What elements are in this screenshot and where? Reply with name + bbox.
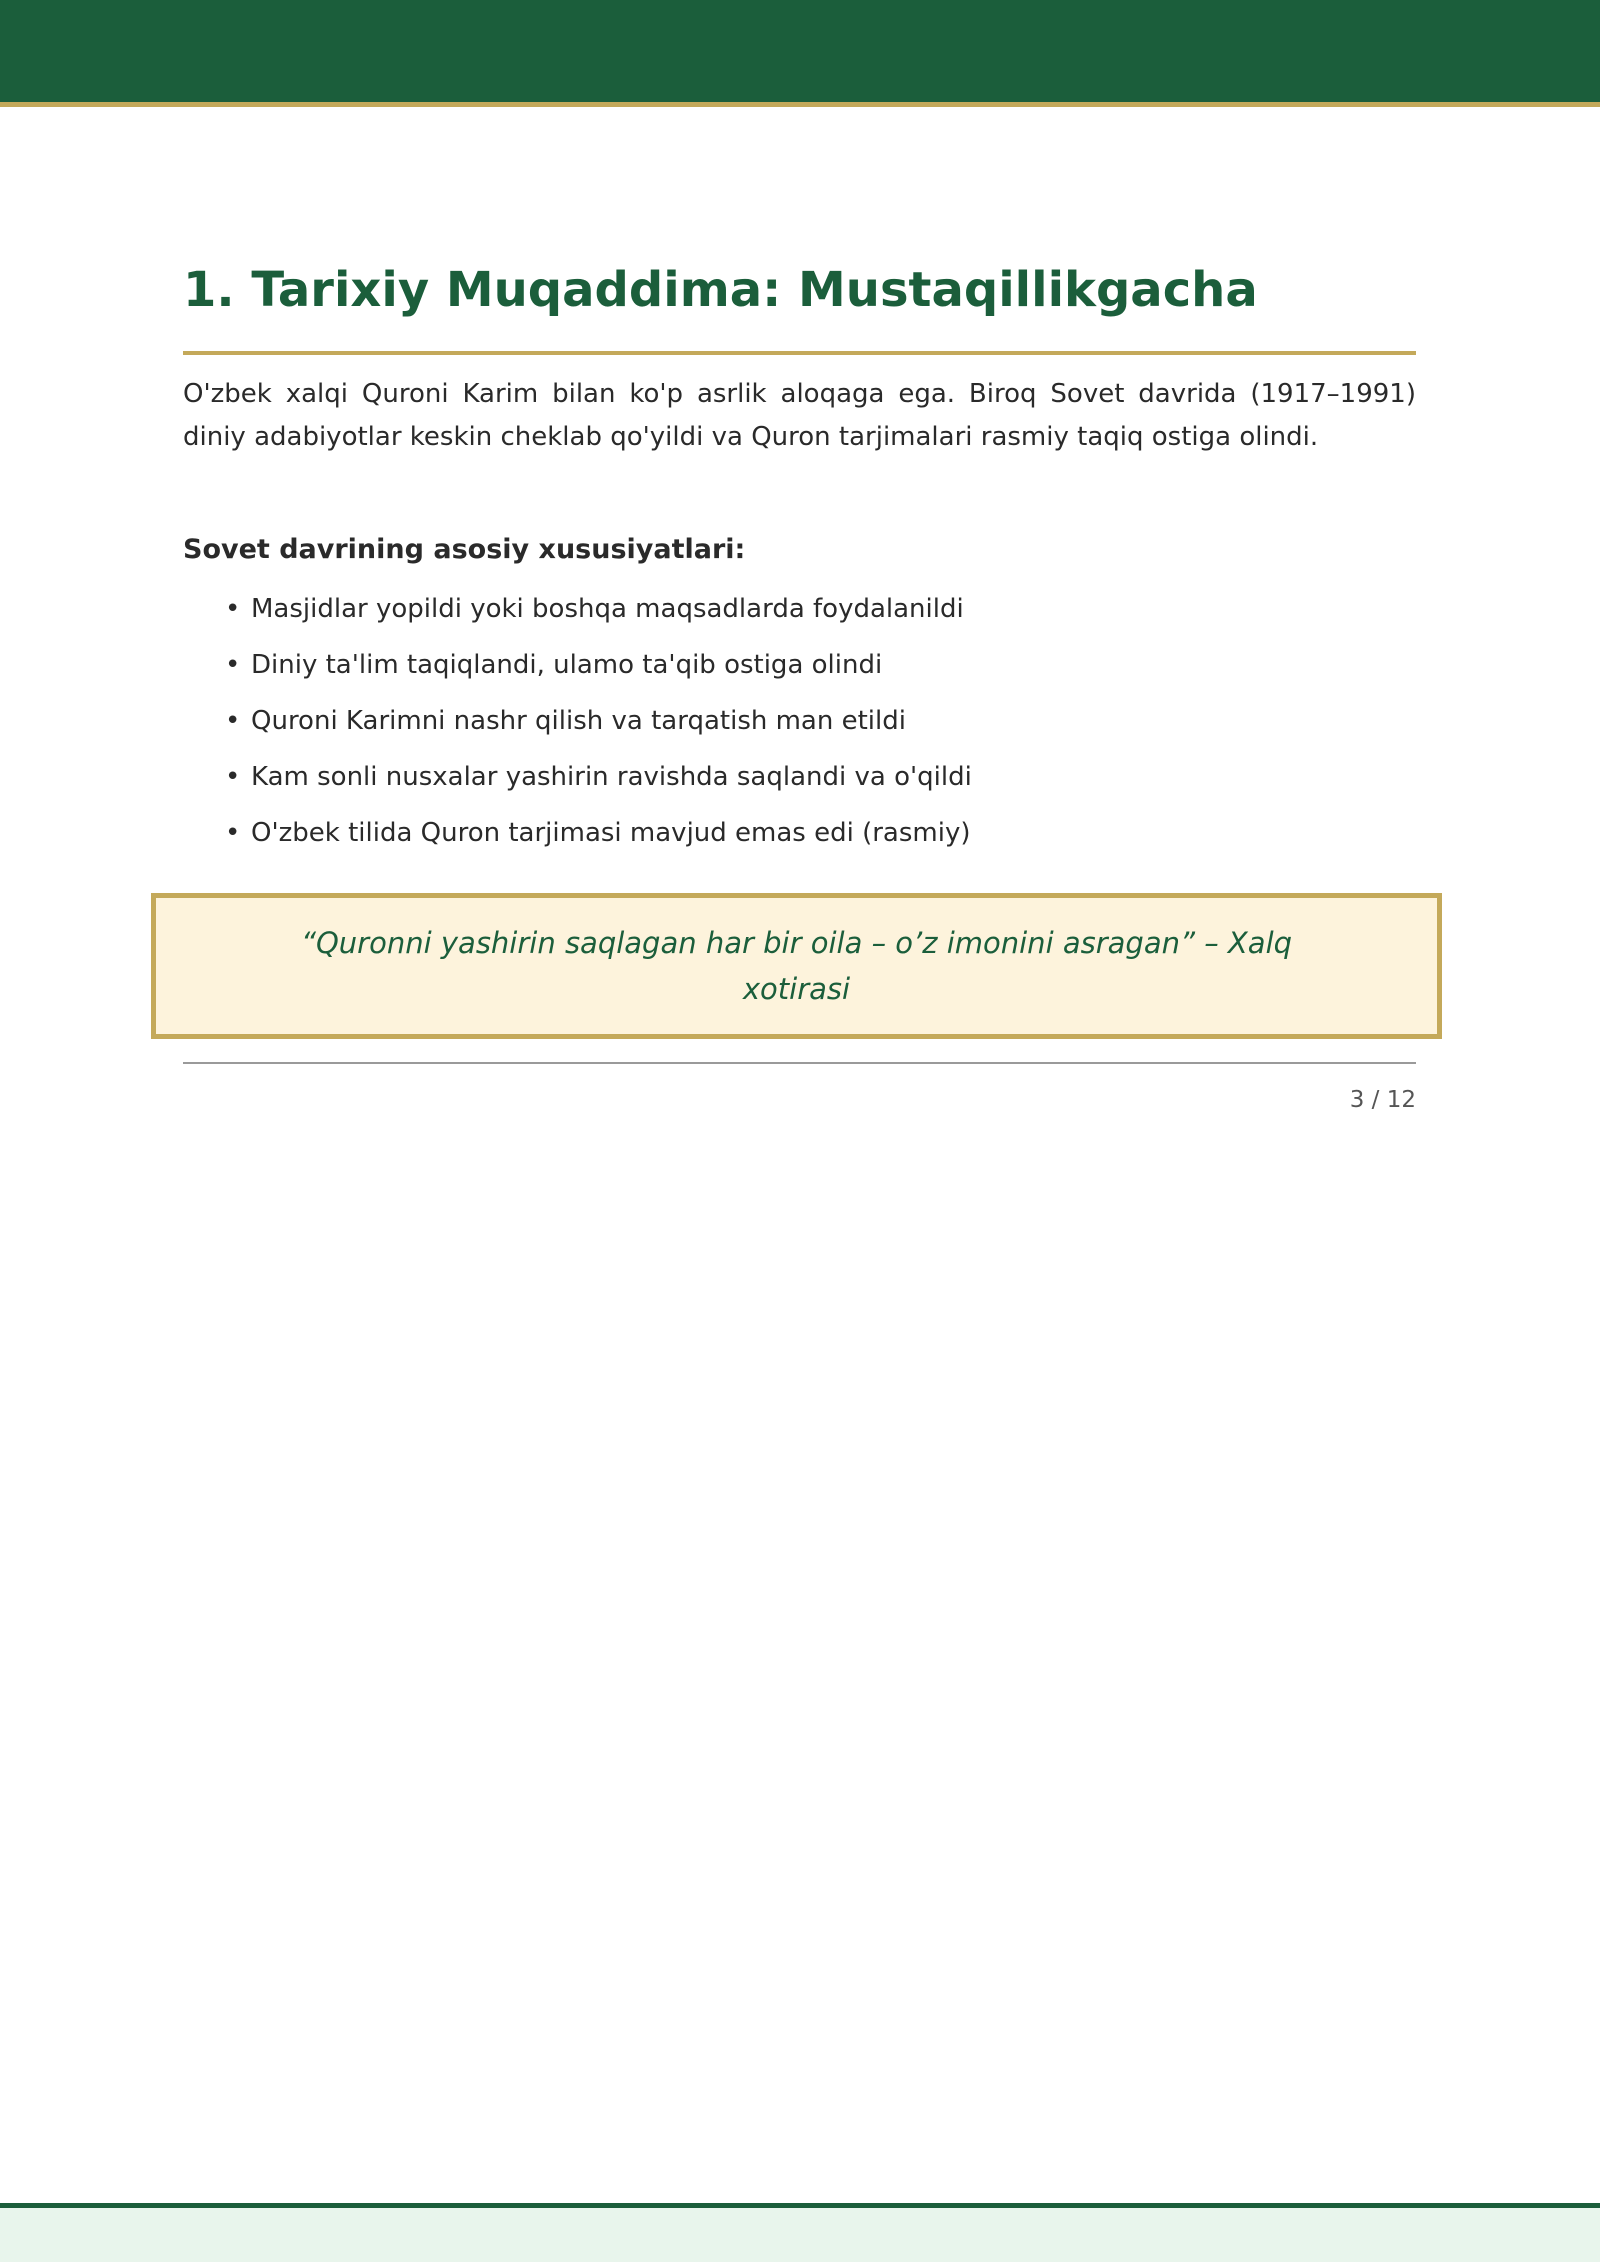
list-item [225,589,972,645]
bullet-icon: • [225,594,241,624]
list-item [225,757,972,813]
footer-divider [183,1062,1416,1064]
title-underline [183,351,1416,355]
intro-paragraph: O'zbek xalqi Quroni Karim bilan ko'p asrlik aloqaga ega. Biroq Sovet davrida (1917–1991) diniy adabiyotlar keskin cheklab qo'yildi va Quron tarjimalari rasmiy taqiq ostiga olindi. [183,379,1416,452]
header-gold-stripe [0,102,1600,107]
subheading: Sovet davrining asosiy xususiyatlari: [183,534,746,565]
bullet-icon: • [225,650,241,680]
header-band [0,0,1600,102]
list-item [225,701,972,757]
bullet-icon: • [225,818,241,848]
list-item-text: O'zbek tilida Quron tarjimasi mavjud emas edi (rasmiy) [251,818,971,848]
quote-box [151,893,1442,1039]
footer-band [0,2208,1600,2262]
list-item [225,645,972,701]
list-item-text: Diniy ta'lim taqiqlandi, ulamo ta'qib ostiga olindi [251,650,883,680]
list-item-text: Kam sonli nusxalar yashirin ravishda saqlandi va o'qildi [251,762,972,792]
section-title: 1. Tarixiy Muqaddima: Mustaqillikgacha [183,262,1258,318]
bullet-icon: • [225,706,241,736]
quote-text: “Quronni yashirin saqlagan har bir oila – o’z imonini asragan” – Xalq xotirasi [300,926,1293,1006]
list-item-text: Masjidlar yopildi yoki boshqa maqsadlarda foydalanildi [251,594,964,624]
page-number: 3 / 12 [1349,1087,1416,1113]
bullet-list [225,589,972,869]
list-item-text: Quroni Karimni nashr qilish va tarqatish man etildi [251,706,906,736]
bullet-icon: • [225,762,241,792]
list-item [225,813,972,869]
